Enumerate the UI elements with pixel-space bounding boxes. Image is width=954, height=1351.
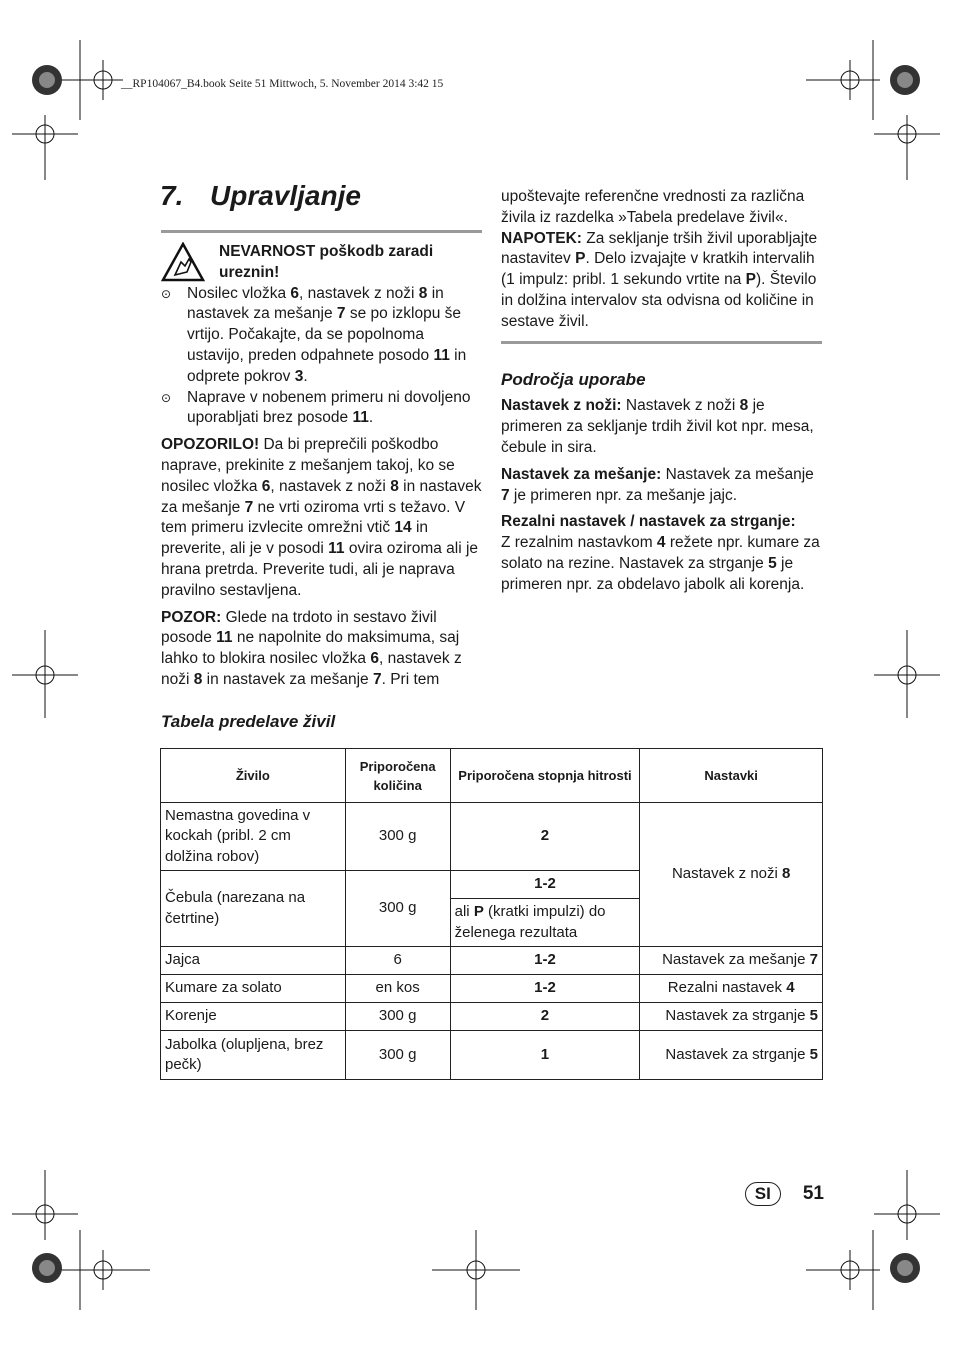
- color-wheel-icon: [890, 65, 920, 95]
- cell-attachment: Nastavek za mešanje 7: [640, 947, 823, 975]
- crosshair-icon: [12, 1170, 78, 1240]
- table-row: [161, 947, 823, 975]
- paragraph: Z rezalnim nastavkom 4 režete npr. kumare za solato na rezine. Nastavek za strganje 5 je primeren npr. za obdelavo jabolk ali korenja.: [501, 534, 820, 593]
- hand-blade-warning-icon: [161, 242, 205, 282]
- cell-food: Kumare za solato: [161, 975, 346, 1003]
- crosshair-icon: [874, 1170, 940, 1240]
- list-item: ⊙ Nosilec vložka 6, nastavek z noži 8 in nastavek za mešanje 7 se po izklopu še vrtijo. Počakajte, da se popolnoma ustavijo, preden odpahnete posodo 11 in odprete pokrov 3.: [161, 284, 482, 388]
- right-column: [501, 187, 822, 602]
- crosshair-icon: [874, 630, 940, 718]
- bullet-icon: ⊙: [161, 286, 172, 301]
- table-row: [161, 1003, 823, 1031]
- cell-qty: 300 g: [345, 1003, 450, 1031]
- cell-qty: 6: [345, 947, 450, 975]
- processing-table: [160, 748, 823, 1080]
- cell-food: Nemastna govedina v kockah (pribl. 2 cm dolžina robov): [161, 803, 346, 871]
- caution-paragraph: POZOR: Glede na trdoto in sestavo živil posode 11 ne napolnite do maksimuma, saj lahko to blokira nosilec vložka 6, nastavek z noži 8 in nastavek za mešanje 7. Pri tem: [161, 608, 462, 688]
- page-footer: [745, 1182, 824, 1206]
- paragraph-heading: Rezalni nastavek / nastavek za strganje:: [501, 513, 796, 531]
- list-item: ⊙ Naprave v nobenem primeru ni dovoljeno uporabljati brez posode 11.: [161, 388, 482, 430]
- cell-speed: 1-2: [450, 975, 640, 1003]
- note-paragraph: NAPOTEK: Za sekljanje trših živil uporabljajte nastavitev P. Delo izvajajte v kratkih intervalih (1 impulz: pribl. 1 sekundo vrtite na P). Število in dolžina intervalov sta odvisna od količine in sestave živil.: [501, 229, 818, 330]
- crosshair-icon: [806, 40, 880, 120]
- column-header: Nastavki: [640, 749, 823, 803]
- paragraph: Nastavek z noži: Nastavek z noži 8 je primeren za sekljanje trdih živil kot npr. mesa, čebule in sira.: [501, 397, 814, 456]
- cell-speed: 1-2: [450, 871, 640, 899]
- divider: [501, 341, 822, 344]
- cell-speed: 1: [450, 1031, 640, 1080]
- color-wheel-icon: [32, 65, 62, 95]
- page-title: 7. Upravljanje: [160, 180, 361, 211]
- color-wheel-icon: [890, 1253, 920, 1283]
- warning-paragraph: OPOZORILO! Da bi preprečili poškodbo naprave, prekinite z mešanjem takoj, ko se nosilec vložka 6, nastavek z noži 8 in nastavek za mešanje 7 ne vrti oziroma vrti s težavo. V tem primeru izvlecite omrežni vtič 14 in preverite, ali je v posodi 11 ovira oziroma ali je hrana pretrda. Preverite tudi, ali je naprava pravilno sestavljena.: [161, 436, 482, 599]
- print-header: __RP104067_B4.book Seite 51 Mittwoch, 5. November 2014 3:42 15: [121, 78, 444, 90]
- column-header: Živilo: [161, 749, 346, 803]
- section-heading: Področja uporabe: [501, 369, 646, 389]
- crosshair-icon: [60, 1230, 150, 1310]
- table-row: [161, 975, 823, 1003]
- cell-attachment: Nastavek za strganje 5: [640, 1031, 823, 1080]
- table-row: [161, 803, 823, 871]
- crosshair-icon: [806, 1230, 880, 1310]
- danger-title: NEVARNOST poškodb zaradi ureznin!: [219, 243, 434, 281]
- cell-food: Čebula (narezana na četrtine): [161, 871, 346, 947]
- continued-text: upoštevajte referenčne vrednosti za različna živila iz razdelka »Tabela predelave živil«.: [501, 188, 805, 226]
- column-header: Priporočena stopnja hitrosti: [450, 749, 640, 803]
- table-header-row: [161, 749, 823, 803]
- crosshair-icon: [12, 630, 78, 718]
- cell-attachment: Nastavek za strganje 5: [640, 1003, 823, 1031]
- danger-notice: [161, 233, 482, 284]
- crosshair-icon: [12, 115, 78, 180]
- cell-qty: en kos: [345, 975, 450, 1003]
- cell-qty: 300 g: [345, 871, 450, 947]
- paragraph: Nastavek za mešanje: Nastavek za mešanje 7 je primeren npr. za mešanje jajc.: [501, 465, 814, 504]
- cell-qty: 300 g: [345, 803, 450, 871]
- table-title: Tabela predelave živil: [161, 712, 336, 731]
- table-row: [161, 1031, 823, 1080]
- column-header: Priporočena količina: [345, 749, 450, 803]
- cell-food: Jajca: [161, 947, 346, 975]
- cell-attachment: Nastavek z noži 8: [640, 803, 823, 947]
- crosshair-icon: [432, 1230, 520, 1310]
- cell-speed-alt: ali P (kratki impulzi) do želenega rezultata: [450, 899, 640, 947]
- cell-speed: 2: [450, 1003, 640, 1031]
- cell-food: Jabolka (olupljena, brez pečk): [161, 1031, 346, 1080]
- cell-attachment: Rezalni nastavek 4: [640, 975, 823, 1003]
- language-badge: SI: [745, 1182, 781, 1206]
- page-number: 51: [802, 1183, 824, 1204]
- cell-food: Korenje: [161, 1003, 346, 1031]
- cell-speed: 2: [450, 803, 640, 871]
- bullet-icon: ⊙: [161, 390, 172, 405]
- crosshair-icon: [874, 115, 940, 180]
- left-column: [161, 230, 482, 697]
- cell-speed: 1-2: [450, 947, 640, 975]
- color-wheel-icon: [32, 1253, 62, 1283]
- cell-qty: 300 g: [345, 1031, 450, 1080]
